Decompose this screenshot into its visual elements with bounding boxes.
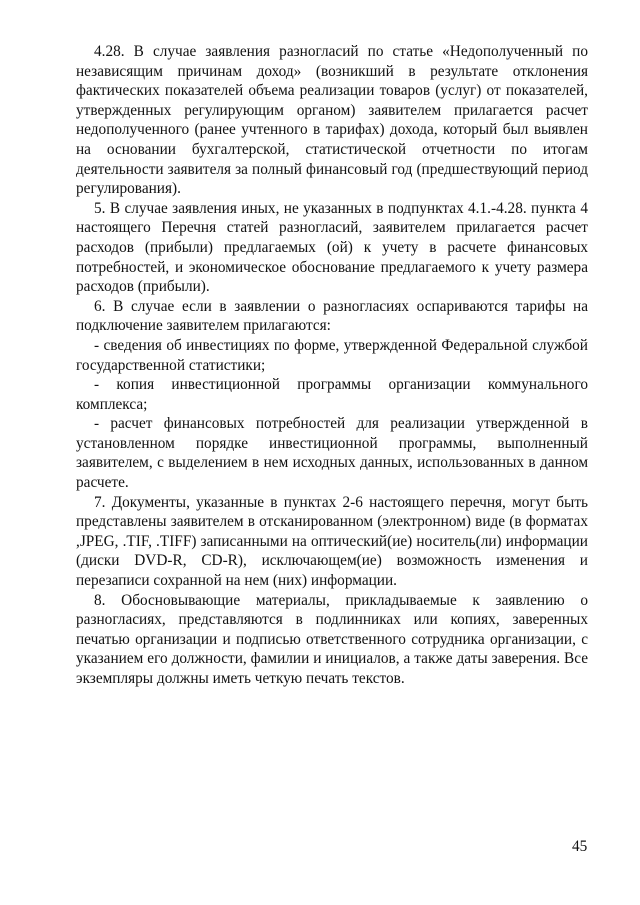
document-body [76,42,588,689]
paragraph-7: 7. Документы, указанные в пунктах 2-6 настоящего перечня, могут быть представлены заявителем в отсканированном (электронном) виде (в форматах ,JPEG, .TIF, .TIFF) записанными на оптический(ие) носитель(ли) информации (диски DVD-R, CD-R), исключающем(ие) возможность изменения и перезаписи сохранной на нем (них) информации. [76,493,588,590]
paragraph-5: 5. В случае заявления иных, не указанных в подпунктах 4.1.-4.28. пункта 4 настоящего Перечня статей разногласий, заявителем прилагается расчет расходов (прибыли) предлагаемых (ой) к учету в расчете финансовых потребностей, и экономическое обоснование предлагаемого к учету размера расходов (прибыли). [76,199,588,296]
paragraph-4-28: 4.28. В случае заявления разногласий по статье «Недополученный по независящим причинам доход» (возникший в результате отклонения фактических показателей объема реализации товаров (услуг) от показателей, утвержденных регулирующим органом) заявителем прилагается расчет недополученного (ранее учтенного в тарифах) дохода, который был выявлен на основании бухгалтерской, статистической отчетности по итогам деятельности заявителя за полный финансовый год (предшествующий период регулирования). [76,43,588,198]
list-item-financial-calc: - расчет финансовых потребностей для реализации утвержденной в установленном порядке инвестиционной программы, выполненный заявителем, с выделением в нем исходных данных, использованных в данном расчете. [76,415,588,492]
list-item-program-copy: - копия инвестиционной программы организации коммунального комплекса; [76,376,588,413]
page-number: 45 [572,838,588,855]
list-item-investments: - сведения об инвестициях по форме, утвержденной Федеральной службой государственной статистики; [76,336,588,374]
paragraph-6: 6. В случае если в заявлении о разногласиях оспариваются тарифы на подключение заявителем прилагаются: [76,297,588,335]
paragraph-8: 8. Обосновывающие материалы, прикладываемые к заявлению о разногласиях, представляются в подлинниках или копиях, заверенных печатью организации и подписью ответственного сотрудника организации, с указанием его должности, фамилии и инициалов, а также даты заверения. Все экземпляры должны иметь четкую печать текстов. [76,591,588,687]
